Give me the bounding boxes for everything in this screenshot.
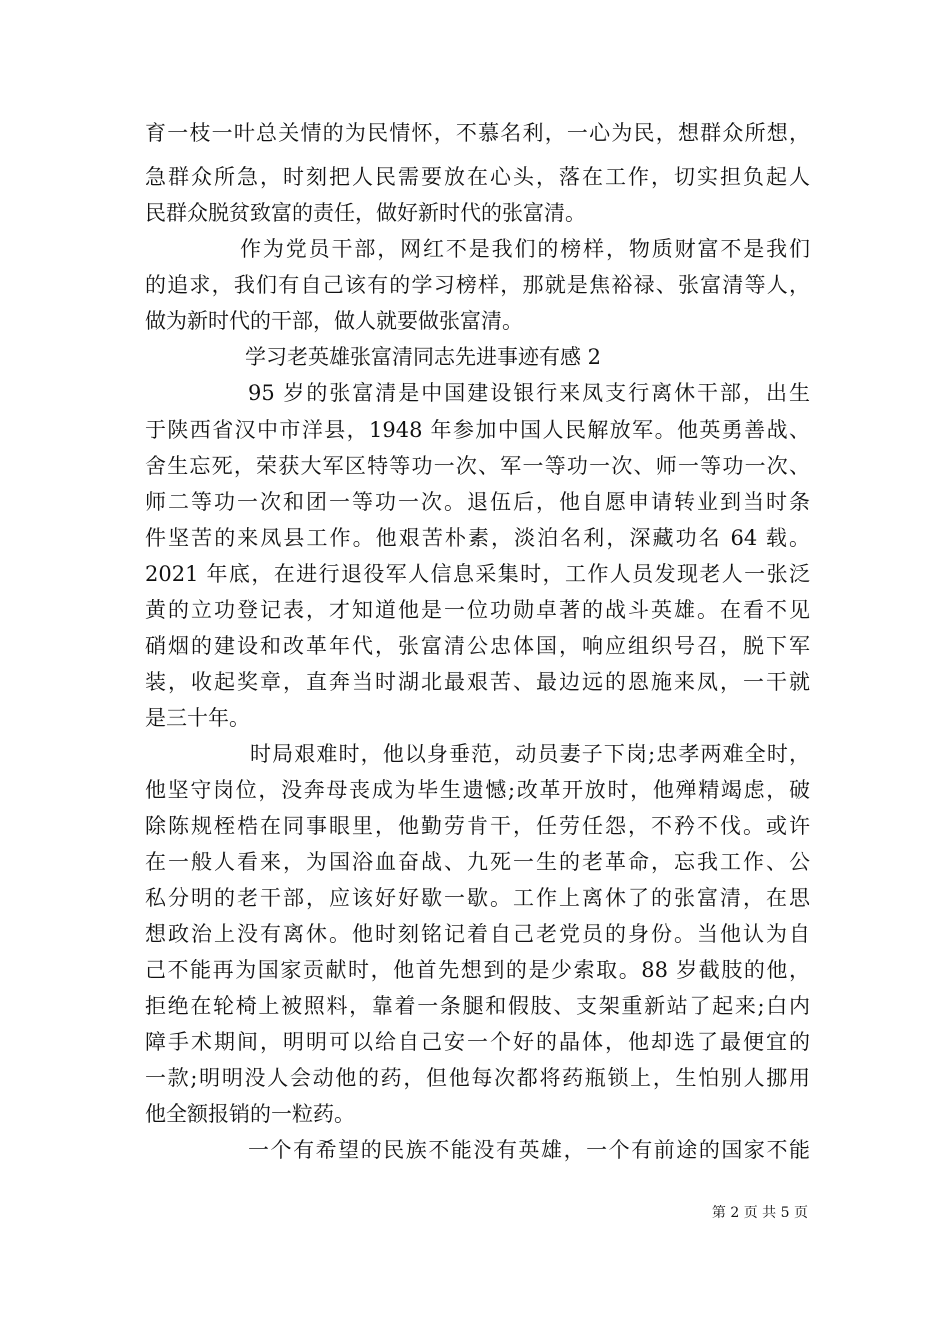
body-text-line: 急群众所急，时刻把人民需要放在心头，落在工作，切实担负起人 xyxy=(145,165,810,189)
body-text-line: 2021 年底，在进行退役军人信息采集时，工作人员发现老人一张泛 xyxy=(145,562,810,586)
body-text-line: 的追求，我们有自己该有的学习榜样，那就是焦裕禄、张富清等人， xyxy=(145,273,810,297)
body-text-line: 是三十年。 xyxy=(145,706,250,730)
body-text-line: 想政治上没有离休。他时刻铭记着自己老党员的身份。当他认为自 xyxy=(145,922,810,946)
body-text-line: 装，收起奖章，直奔当时湖北最艰苦、最边远的恩施来凤，一干就 xyxy=(145,670,810,694)
section-heading: 学习老英雄张富清同志先进事迹有感 2 xyxy=(245,345,602,369)
body-text-line: 师二等功一次和团一等功一次。退伍后，他自愿申请转业到当时条 xyxy=(145,490,810,514)
body-text-line: 民群众脱贫致富的责任，做好新时代的张富清。 xyxy=(145,201,586,225)
body-text-line: 时局艰难时，他以身垂范，动员妻子下岗;忠孝两难全时， xyxy=(250,742,810,766)
body-text-line: 己不能再为国家贡献时，他首先想到的是少索取。88 岁截肢的他， xyxy=(145,958,810,982)
page-number: 第 2 页 共 5 页 xyxy=(711,1205,808,1221)
body-text-line: 硝烟的建设和改革年代，张富清公忠体国，响应组织号召，脱下军 xyxy=(145,634,810,658)
body-text-line: 一款;明明没人会动他的药，但他每次都将药瓶锁上，生怕别人挪用 xyxy=(145,1066,810,1090)
body-text-line: 障手术期间，明明可以给自己安一个好的晶体，他却选了最便宜的 xyxy=(145,1030,810,1054)
body-text-line: 拒绝在轮椅上被照料，靠着一条腿和假肢、支架重新站了起来;白内 xyxy=(145,994,810,1018)
body-text-line: 除陈规桎梏在同事眼里，他勤劳肯干，任劳任怨，不矜不伐。或许 xyxy=(145,814,810,838)
body-text-line: 育一枝一叶总关情的为民情怀，不慕名利，一心为民，想群众所想， xyxy=(145,121,810,145)
body-text-line: 黄的立功登记表，才知道他是一位功勋卓著的战斗英雄。在看不见 xyxy=(145,598,810,622)
body-text-line: 在一般人看来，为国浴血奋战、九死一生的老革命，忘我工作、公 xyxy=(145,850,810,874)
body-text-line: 件坚苦的来凤县工作。他艰苦朴素，淡泊名利，深藏功名 64 载。 xyxy=(145,526,810,550)
body-text-line: 一个有希望的民族不能没有英雄，一个有前途的国家不能 xyxy=(248,1138,810,1162)
body-text-line: 舍生忘死，荣获大军区特等功一次、军一等功一次、师一等功一次、 xyxy=(145,454,810,478)
body-text-line: 私分明的老干部，应该好好歇一歇。工作上离休了的张富清，在思 xyxy=(145,886,810,910)
body-text-line: 做为新时代的干部，做人就要做张富清。 xyxy=(145,309,523,333)
body-text-line: 95 岁的张富清是中国建设银行来凤支行离休干部，出生 xyxy=(248,381,810,405)
body-text-line: 作为党员干部，网红不是我们的榜样，物质财富不是我们 xyxy=(240,237,810,261)
body-text-line: 他坚守岗位，没奔母丧成为毕生遗憾;改革开放时，他殚精竭虑，破 xyxy=(145,778,810,802)
body-text-line: 于陕西省汉中市洋县，1948 年参加中国人民解放军。他英勇善战、 xyxy=(145,418,810,442)
body-text-line: 他全额报销的一粒药。 xyxy=(145,1102,355,1126)
